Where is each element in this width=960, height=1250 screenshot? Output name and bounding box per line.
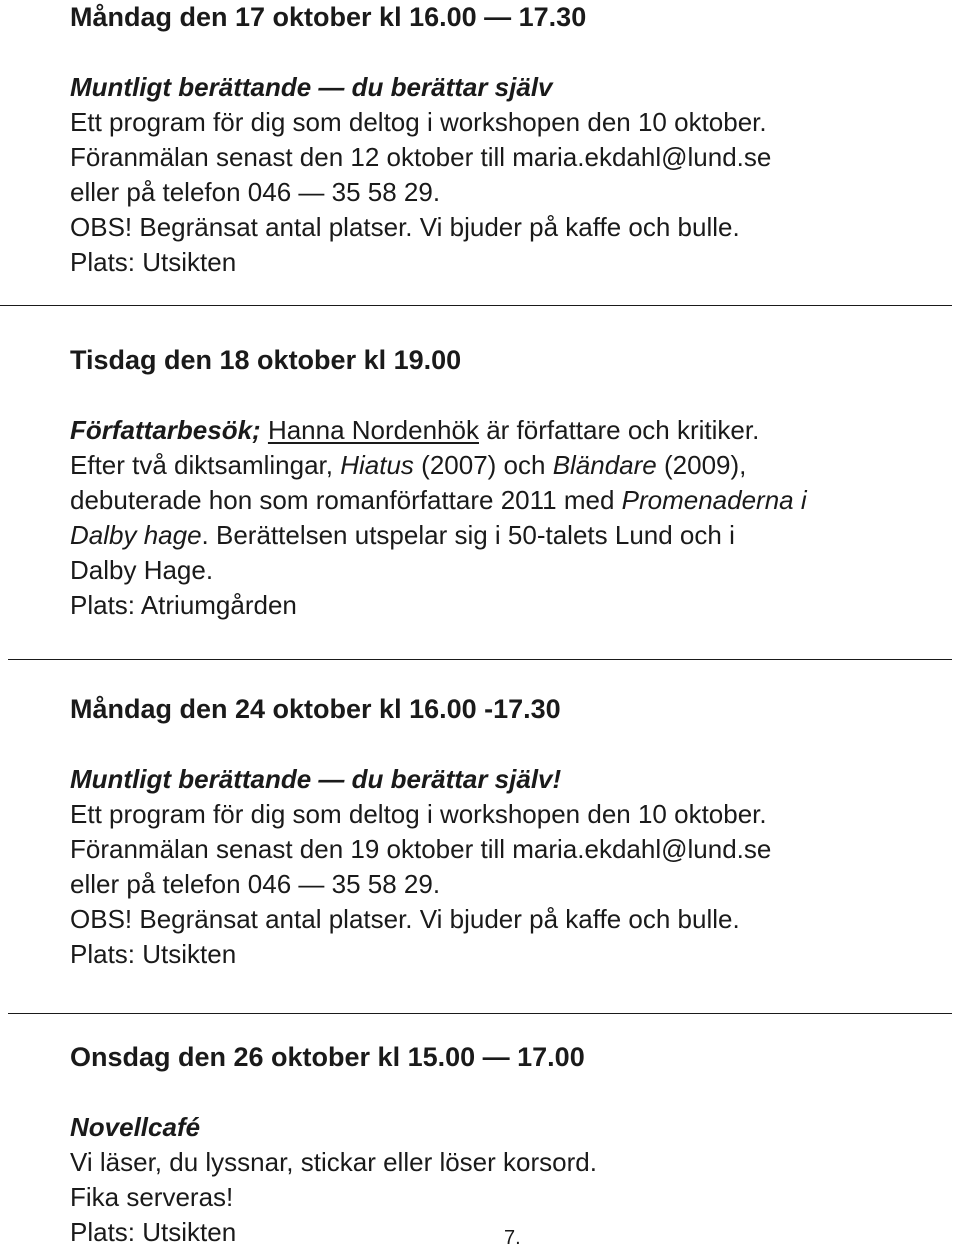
event-title: Novellcafé <box>70 1112 201 1142</box>
event-place: Plats: Utsikten <box>70 247 237 277</box>
text-segment: (2009), <box>656 450 747 480</box>
event-text-line <box>70 518 950 553</box>
book-title: Promenaderna i <box>621 485 807 515</box>
event-place: Plats: Utsikten <box>70 939 237 969</box>
event-text-line: OBS! Begränsat antal platser. Vi bjuder på kaffe och bulle. <box>70 212 740 242</box>
event-date: Tisdag den 18 oktober kl 19.00 <box>70 345 462 375</box>
text-segment: Efter två diktsamlingar, <box>70 450 341 480</box>
event-text-line: OBS! Begränsat antal platser. Vi bjuder på kaffe och bulle. <box>70 904 740 934</box>
event-date: Onsdag den 26 oktober kl 15.00 — 17.00 <box>70 1042 585 1072</box>
event-1 <box>70 0 950 280</box>
event-title: Muntligt berättande — du berättar själv <box>70 72 553 102</box>
event-4 <box>70 1040 950 1250</box>
text-segment: (2007) och <box>413 450 553 480</box>
book-title: Dalby hage <box>70 520 202 550</box>
event-text: är författare och kritiker. <box>478 415 760 445</box>
page-number: 7. <box>504 1227 521 1249</box>
event-text-line: Dalby Hage. <box>70 555 214 585</box>
event-text-line: Ett program för dig som deltog i workshopen den 10 oktober. <box>70 107 767 137</box>
event-date: Måndag den 17 oktober kl 16.00 — 17.30 <box>70 2 587 32</box>
event-text-line <box>70 448 950 483</box>
event-place: Plats: Atriumgården <box>70 590 297 620</box>
book-title: Hiatus <box>340 450 414 480</box>
section-divider <box>8 1013 952 1014</box>
author-name: Hanna Nordenhök <box>267 415 479 445</box>
event-text-line: eller på telefon 046 — 35 58 29. <box>70 869 441 899</box>
event-date: Måndag den 24 oktober kl 16.00 -17.30 <box>70 694 561 724</box>
section-divider <box>0 305 952 306</box>
event-2 <box>70 343 950 623</box>
text-segment: . Berättelsen utspelar sig i 50-talets Lund och i <box>201 520 735 550</box>
section-divider <box>8 659 952 660</box>
event-text-line: Föranmälan senast den 12 oktober till maria.ekdahl@lund.se <box>70 142 772 172</box>
event-title-line <box>70 413 950 448</box>
event-place: Plats: Utsikten <box>70 1217 237 1247</box>
event-text-line: Föranmälan senast den 19 oktober till maria.ekdahl@lund.se <box>70 834 772 864</box>
event-text-line <box>70 483 950 518</box>
event-title: Muntligt berättande — du berättar själv! <box>70 764 562 794</box>
event-3 <box>70 692 950 972</box>
event-text-line: Vi läser, du lyssnar, stickar eller löser korsord. <box>70 1147 597 1177</box>
event-text-line: Ett program för dig som deltog i workshopen den 10 oktober. <box>70 799 767 829</box>
event-text-line: eller på telefon 046 — 35 58 29. <box>70 177 441 207</box>
text-segment: debuterade hon som romanförfattare 2011 med <box>70 485 622 515</box>
event-text-line: Fika serveras! <box>70 1182 234 1212</box>
book-title: Bländare <box>552 450 657 480</box>
event-title: Författarbesök; <box>70 415 261 445</box>
